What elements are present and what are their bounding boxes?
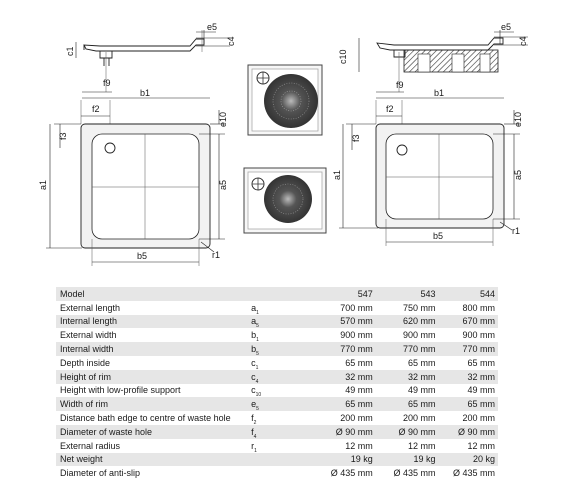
product-image-top — [248, 65, 322, 135]
symbol-subscript: 1 — [256, 309, 259, 316]
spec-symbol — [248, 411, 293, 425]
label-a1-right: a1 — [332, 169, 342, 180]
spec-value: 750 mm — [376, 301, 439, 315]
label-f3-left: f3 — [58, 132, 68, 140]
symbol-letter: b — [251, 344, 257, 355]
spec-label: Internal width — [56, 342, 248, 356]
spec-value: 200 mm — [438, 411, 498, 425]
spec-value: 200 mm — [294, 411, 376, 425]
symbol-letter: a — [251, 316, 257, 327]
spec-value: 800 mm — [438, 301, 498, 315]
column-header-543: 543 — [376, 287, 439, 301]
symbol-letter: c — [251, 371, 256, 382]
spec-symbol — [248, 397, 293, 411]
spec-value: 900 mm — [376, 328, 439, 342]
label-b1-left: b1 — [140, 88, 151, 98]
symbol-letter: c — [251, 385, 256, 396]
spec-value: 65 mm — [294, 356, 376, 370]
table-row — [56, 453, 498, 467]
spec-value: 19 kg — [294, 453, 376, 467]
label-f9-right: f9 — [396, 80, 404, 90]
spec-value: 32 mm — [376, 370, 439, 384]
spec-value: Ø 435 mm — [438, 466, 498, 480]
label-a5-right: a5 — [513, 169, 523, 180]
label-b5-left: b5 — [137, 251, 148, 261]
table-row — [56, 328, 498, 342]
spec-symbol — [248, 328, 293, 342]
label-f2-left: f2 — [92, 104, 100, 114]
spec-symbol — [248, 439, 293, 453]
spec-symbol — [248, 301, 293, 315]
spec-label: External width — [56, 328, 248, 342]
spec-label: Width of rim — [56, 397, 248, 411]
symbol-letter: f — [251, 426, 254, 437]
label-c4-right: c4 — [518, 36, 528, 46]
label-e5-left: e5 — [207, 22, 218, 32]
spec-value: Ø 90 mm — [438, 425, 498, 439]
spec-value: 200 mm — [376, 411, 439, 425]
label-f9-left: f9 — [103, 78, 111, 88]
label-e10-right: e10 — [513, 111, 523, 127]
spec-symbol — [248, 384, 293, 398]
table-row — [56, 411, 498, 425]
table-header-row — [56, 287, 498, 301]
symbol-letter: r — [251, 440, 255, 451]
spec-label: Diameter of anti-slip — [56, 466, 248, 480]
symbol-subscript: 4 — [253, 433, 257, 440]
spec-value: 620 mm — [376, 315, 439, 329]
spec-symbol — [248, 342, 293, 356]
spec-value: 12 mm — [438, 439, 498, 453]
spec-value: 770 mm — [294, 342, 376, 356]
symbol-letter: f — [251, 413, 254, 424]
column-header-544: 544 — [438, 287, 498, 301]
symbol-letter: a — [251, 302, 257, 313]
label-b1-right: b1 — [434, 88, 445, 98]
spec-value: 32 mm — [294, 370, 376, 384]
spec-label: Distance bath edge to centre of waste hole — [56, 411, 248, 425]
spec-value: Ø 435 mm — [376, 466, 439, 480]
spec-value: 12 mm — [376, 439, 439, 453]
spec-value: Ø 90 mm — [294, 425, 376, 439]
label-c10-right: c10 — [338, 49, 348, 64]
spec-label: External radius — [56, 439, 248, 453]
spec-value: 700 mm — [294, 301, 376, 315]
spec-value: 19 kg — [376, 453, 439, 467]
spec-value: 49 mm — [376, 384, 439, 398]
label-e5-right: e5 — [501, 22, 512, 32]
spec-symbol — [248, 466, 293, 480]
spec-value: 65 mm — [438, 356, 498, 370]
table-row — [56, 356, 498, 370]
spec-value: 49 mm — [294, 384, 376, 398]
table-row — [56, 301, 498, 315]
table-row — [56, 425, 498, 439]
symbol-letter: b — [251, 330, 257, 341]
spec-value: 20 kg — [438, 453, 498, 467]
spec-value: Ø 90 mm — [376, 425, 439, 439]
spec-value: 65 mm — [376, 356, 439, 370]
symbol-subscript: 2 — [253, 420, 257, 427]
spec-label: Height with low-profile support — [56, 384, 248, 398]
spec-symbol — [248, 315, 293, 329]
spec-value: 65 mm — [294, 397, 376, 411]
label-f3-right: f3 — [351, 134, 361, 142]
spec-label: Height of rim — [56, 370, 248, 384]
label-r1-left: r1 — [212, 250, 221, 260]
symbol-subscript: 1 — [254, 447, 257, 454]
symbol-letter: c — [251, 357, 256, 368]
product-image-bottom — [244, 168, 326, 233]
left-section-view — [76, 30, 230, 98]
left-plan-view — [46, 100, 225, 266]
spec-value: 770 mm — [376, 342, 439, 356]
spec-value: 570 mm — [294, 315, 376, 329]
table-row — [56, 384, 498, 398]
spec-value: 65 mm — [438, 397, 498, 411]
spec-value: 49 mm — [438, 384, 498, 398]
label-e10-left: e10 — [218, 111, 228, 127]
column-header-symbol — [248, 287, 293, 301]
table-row — [56, 397, 498, 411]
column-header-model: Model — [56, 287, 248, 301]
symbol-subscript: 1 — [255, 364, 259, 371]
spec-value: 65 mm — [376, 397, 439, 411]
table-row — [56, 439, 498, 453]
specification-table — [56, 287, 498, 480]
symbol-subscript: 1 — [256, 337, 259, 344]
spec-label: Depth inside — [56, 356, 248, 370]
spec-symbol — [248, 453, 293, 467]
spec-value: 770 mm — [438, 342, 498, 356]
table-row — [56, 342, 498, 356]
symbol-subscript: 5 — [256, 406, 259, 413]
spec-symbol — [248, 370, 293, 384]
spec-value: 670 mm — [438, 315, 498, 329]
spec-symbol — [248, 356, 293, 370]
table-row — [56, 466, 498, 480]
label-f2-right: f2 — [386, 104, 394, 114]
spec-symbol — [248, 425, 293, 439]
spec-label: Internal length — [56, 315, 248, 329]
table-row — [56, 315, 498, 329]
spec-value: 900 mm — [294, 328, 376, 342]
column-header-547: 547 — [294, 287, 376, 301]
symbol-subscript: 5 — [256, 351, 259, 358]
spec-label: External length — [56, 301, 248, 315]
symbol-subscript: 10 — [255, 392, 262, 399]
spec-label: Net weight — [56, 453, 248, 467]
label-a1-left: a1 — [38, 179, 48, 190]
spec-value: Ø 435 mm — [294, 466, 376, 480]
symbol-subscript: 5 — [256, 323, 259, 330]
label-c4-left: c4 — [226, 36, 236, 46]
label-a5-left: a5 — [218, 179, 228, 190]
label-r1-right: r1 — [512, 226, 521, 236]
symbol-letter: e — [251, 399, 257, 410]
right-plan-view — [339, 100, 520, 246]
label-b5-right: b5 — [433, 231, 444, 241]
label-c1-left: c1 — [65, 46, 75, 56]
symbol-subscript: 4 — [255, 378, 259, 385]
spec-label: Diameter of waste hole — [56, 425, 248, 439]
spec-value: 900 mm — [438, 328, 498, 342]
spec-value: 32 mm — [438, 370, 498, 384]
table-row — [56, 370, 498, 384]
spec-value: 12 mm — [294, 439, 376, 453]
